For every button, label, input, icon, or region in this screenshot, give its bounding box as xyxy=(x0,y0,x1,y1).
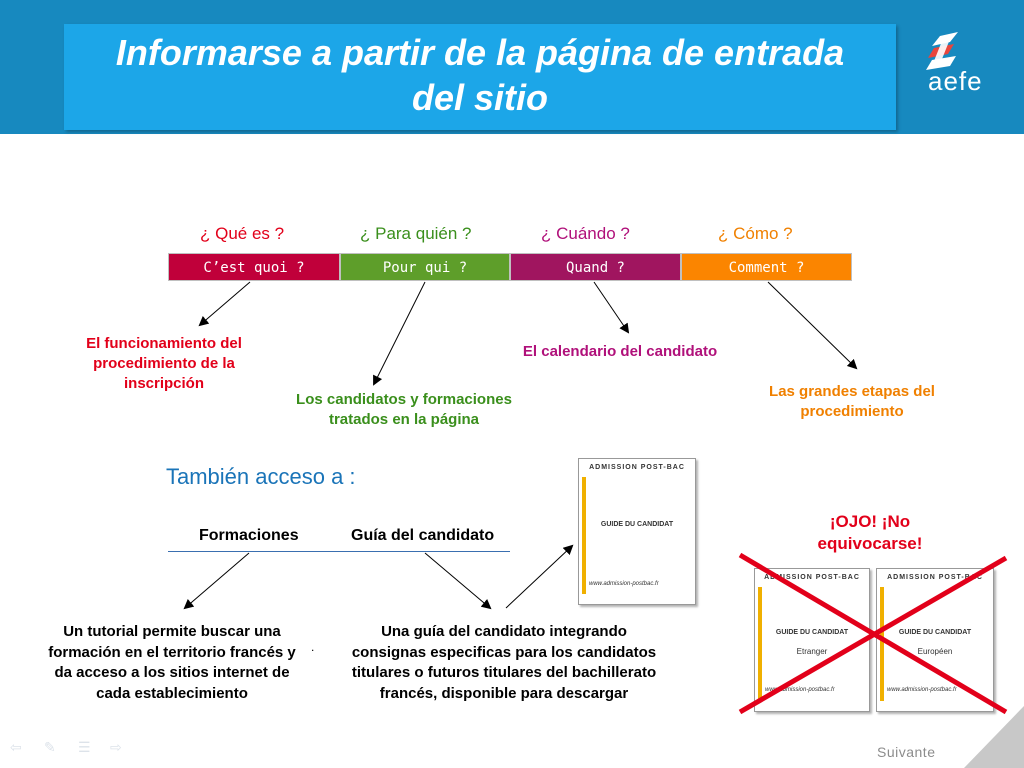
doc-title: GUIDE DU CANDIDAT xyxy=(600,521,674,528)
question-que-es: ¿ Qué es ? xyxy=(200,224,285,243)
tab-cest-quoi[interactable]: C’est quoi ? xyxy=(168,253,340,281)
doc-title: GUIDE DU CANDIDAT xyxy=(898,629,972,636)
guia-description: Una guía del candidato integrando consignas especificas para los candidatos titulares o futuros titulares del bachillerato francés, disponible para descargar xyxy=(351,623,657,702)
question-cuando: ¿ Cuándo ? xyxy=(541,224,630,243)
arrow-left-icon[interactable]: ⇦ xyxy=(10,739,22,755)
doc-url: www.admission-postbac.fr xyxy=(589,581,659,587)
doc-url: www.admission-postbac.fr xyxy=(887,687,957,693)
tab-guia-del-candidato[interactable]: Guía del candidato xyxy=(351,527,495,544)
doc-header: ADMISSION POST-BAC xyxy=(589,464,685,471)
doc-header: ADMISSION POST-BAC xyxy=(764,574,860,581)
warning-line-2: equivocarse! xyxy=(817,534,923,553)
menu-icon[interactable]: ☰ xyxy=(78,739,91,755)
doc-subtitle: Etranger xyxy=(796,647,828,656)
warning-line-1: ¡OJO! ¡No xyxy=(829,512,911,531)
doc-header: ADMISSION POST-BAC xyxy=(887,574,983,581)
doc-subtitle: Européen xyxy=(917,647,953,656)
pen-icon[interactable]: ✎ xyxy=(44,739,56,755)
desc-como: Las grandes etapas del procedimiento xyxy=(769,383,935,420)
desc-que-es: El funcionamiento del procedimiento de la inscripción xyxy=(86,335,242,392)
doc-title: GUIDE DU CANDIDAT xyxy=(775,629,849,636)
arrow-right-icon[interactable]: ⇨ xyxy=(110,739,122,755)
tab-formaciones[interactable]: Formaciones xyxy=(199,527,299,544)
tab-comment[interactable]: Comment ? xyxy=(681,253,852,281)
page-corner xyxy=(964,706,1024,768)
also-access-heading: También acceso a : xyxy=(166,464,356,489)
stray-dot: . xyxy=(311,640,315,654)
logo-text: aefe xyxy=(928,66,983,96)
slide-title-line-1: Informarse a partir de la página de entrada xyxy=(115,32,845,73)
desc-cuando: El calendario del candidato xyxy=(522,343,718,360)
question-como: ¿ Cómo ? xyxy=(718,224,793,243)
formaciones-description: Un tutorial permite buscar una formación en el territorio francés y da acceso a los sitios internet de cada establecimiento xyxy=(48,623,296,702)
tab-quand[interactable]: Quand ? xyxy=(510,253,681,281)
next-slide-link[interactable]: Suivante xyxy=(877,744,936,760)
slide-title-line-2: del sitio xyxy=(411,77,549,118)
doc-url: www.admission-postbac.fr xyxy=(765,687,835,693)
tab-pour-qui[interactable]: Pour qui ? xyxy=(340,253,510,281)
desc-para-quien: Los candidatos y formaciones tratados en la página xyxy=(296,391,512,428)
question-para-quien: ¿ Para quién ? xyxy=(360,224,472,243)
